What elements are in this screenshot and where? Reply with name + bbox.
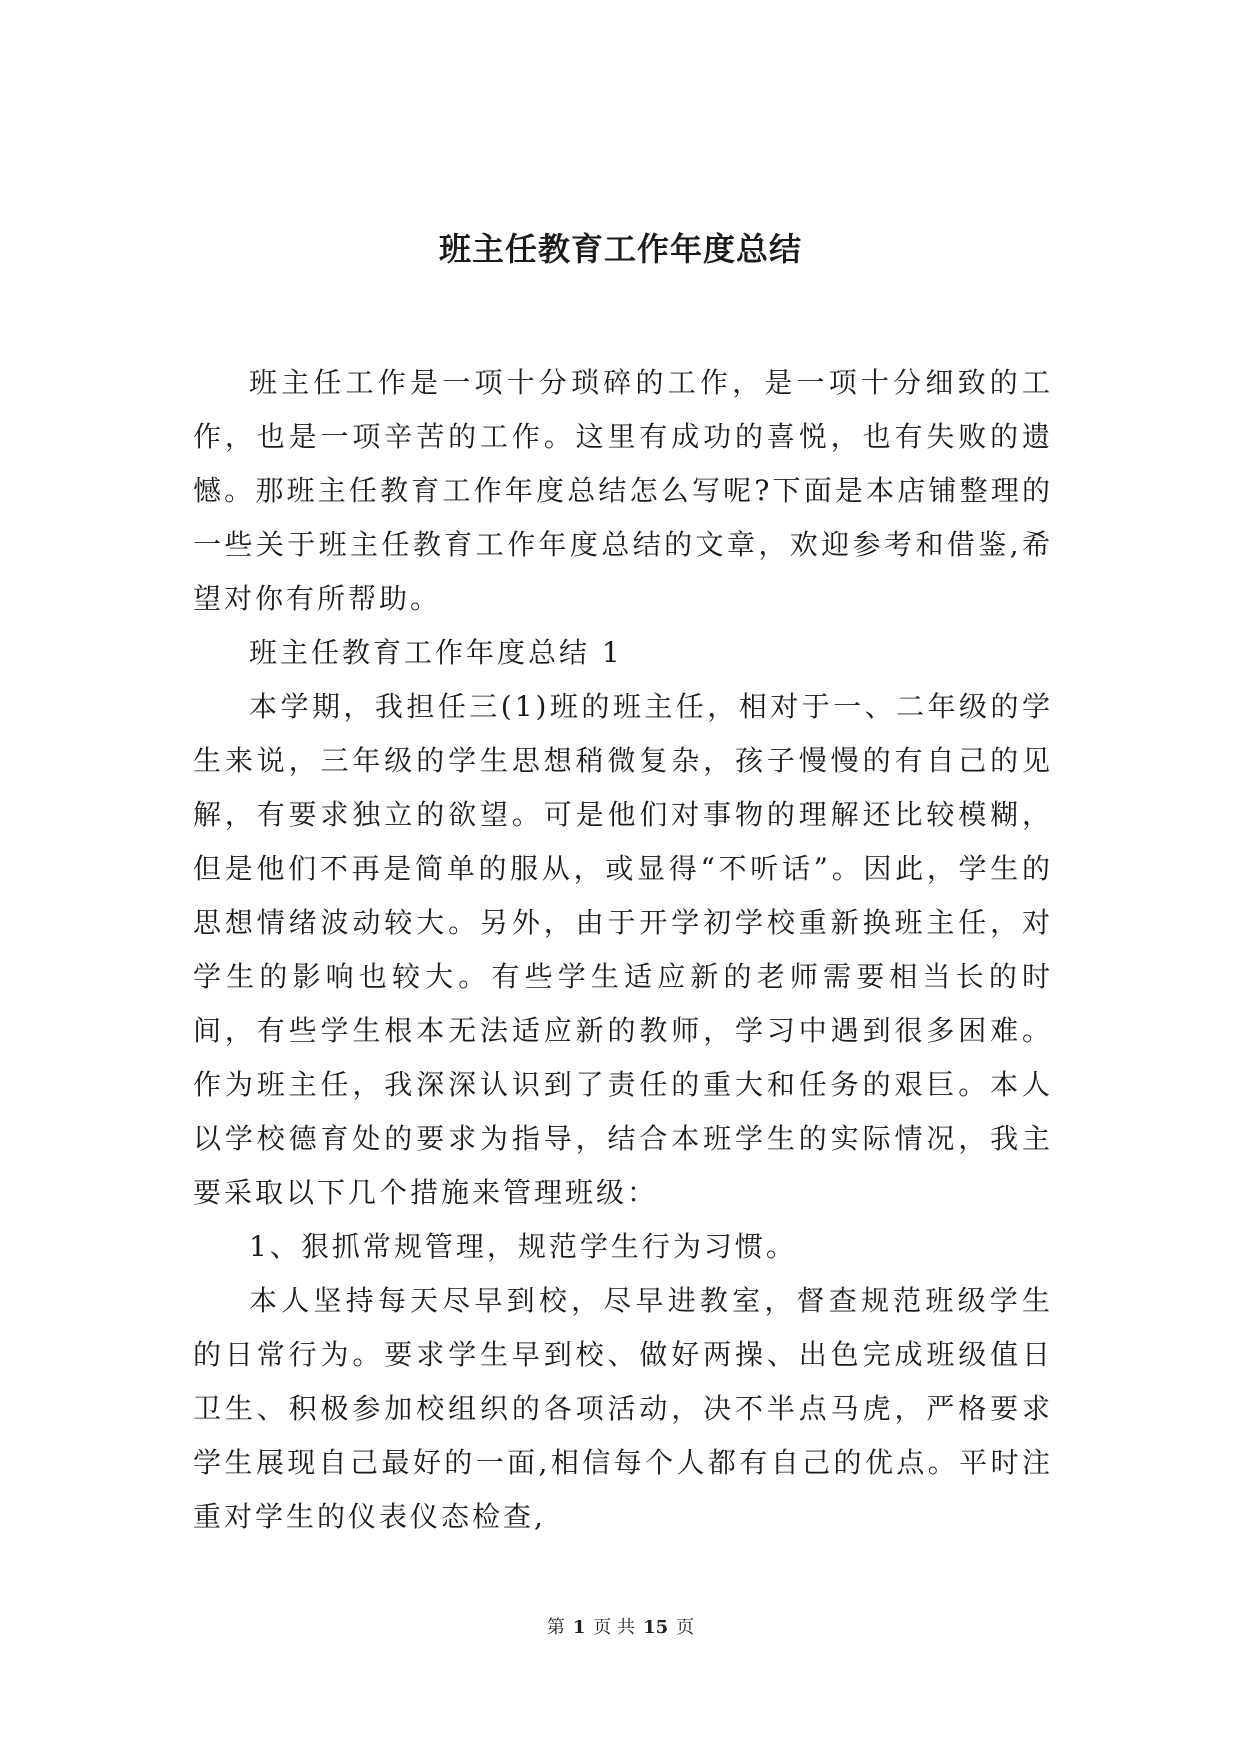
total-pages: 15 (643, 1617, 669, 1638)
footer-suffix: 页 (676, 1617, 695, 1638)
body-paragraph: 本人坚持每天尽早到校，尽早进教室，督查规范班级学生的日常行为。要求学生早到校、做好两操、出色完成班级值日卫生、积极参加校组织的各项活动，决不半点马虎，严格要求学生展现自己最好的一面,相信每个人都有自己的优点。平时注重对学生的仪表仪态检查, (193, 1284, 1053, 1533)
footer-prefix: 第 (546, 1617, 565, 1638)
document-body (193, 356, 1053, 1544)
body-paragraph: 本学期，我担任三(1)班的班主任，相对于一、二年级的学生来说，三年级的学生思想稍微复杂，孩子慢慢的有自己的见解，有要求独立的欲望。可是他们对事物的理解还比较模糊，但是他们不再是简单的服从，或显得“不听话”。因此，学生的思想情绪波动较大。另外，由于开学初学校重新换班主任，对学生的影响也较大。有些学生适应新的老师需要相当长的时间，有些学生根本无法适应新的教师，学习中遇到很多困难。作为班主任，我深深认识到了责任的重大和任务的艰巨。本人以学校德育处的要求为指导，结合本班学生的实际情况，我主要采取以下几个措施来管理班级： (193, 690, 1053, 1209)
list-item-heading: 1、狠抓常规管理，规范学生行为习惯。 (249, 1230, 797, 1263)
page-footer (0, 1615, 1241, 1641)
document-title: 班主任教育工作年度总结 (438, 230, 802, 268)
section-heading: 班主任教育工作年度总结 1 (249, 636, 623, 669)
page-number: 1 (572, 1617, 586, 1638)
footer-middle: 页 共 (593, 1617, 636, 1638)
intro-paragraph: 班主任工作是一项十分琐碎的工作，是一项十分细致的工作，也是一项辛苦的工作。这里有成功的喜悦，也有失败的遗憾。那班主任教育工作年度总结怎么写呢?下面是本店铺整理的一些关于班主任教育工作年度总结的文章，欢迎参考和借鉴,希望对你有所帮助。 (193, 366, 1053, 615)
